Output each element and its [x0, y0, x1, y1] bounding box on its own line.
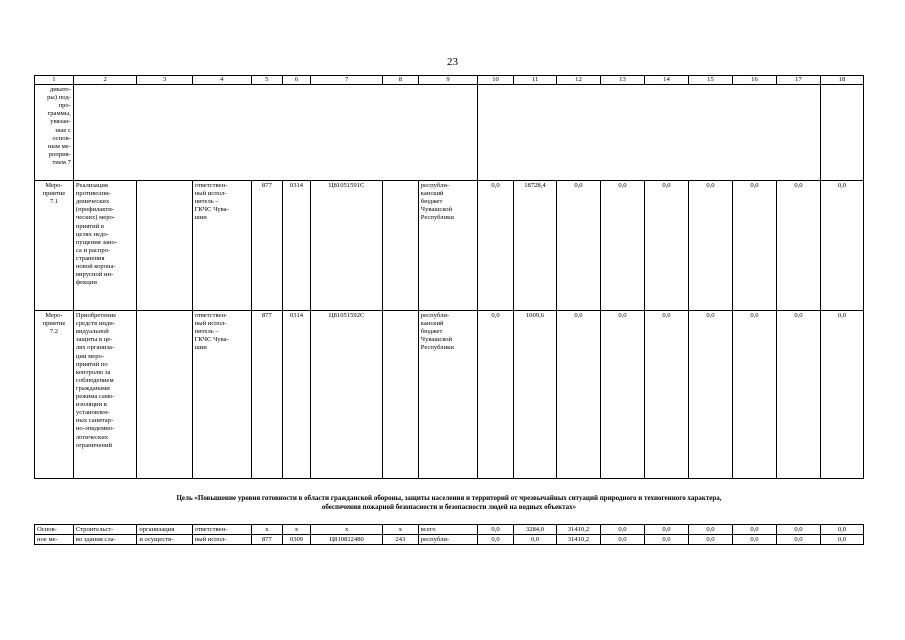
goal-table — [34, 524, 864, 545]
table-cell: 0,0 — [600, 311, 644, 479]
column-header: 17 — [776, 76, 820, 85]
table-cell: 0,0 — [600, 181, 644, 311]
table-cell: 31410,2 — [556, 535, 600, 545]
table-cell: 243 — [382, 535, 418, 545]
table-cell: x — [382, 525, 418, 535]
table-cell: x — [251, 525, 282, 535]
table-cell: 0,0 — [478, 525, 514, 535]
table-cell — [820, 85, 863, 181]
table-cell — [137, 181, 192, 311]
column-header: 1 — [35, 76, 74, 85]
table-row — [35, 311, 864, 479]
table-cell: 0,0 — [732, 181, 776, 311]
table-cell: 0,0 — [513, 535, 556, 545]
table-cell: Меро- приятие 7.2 — [35, 311, 74, 479]
table-cell: 877 — [251, 311, 282, 479]
table-cell: 3284,0 — [513, 525, 556, 535]
column-header: 8 — [382, 76, 418, 85]
table-cell: 18728,4 — [513, 181, 556, 311]
table-cell: Ц81051592С — [311, 311, 383, 479]
table-cell: всего — [418, 525, 477, 535]
table-cell: Меро- приятие 7.1 — [35, 181, 74, 311]
table-cell: ответствен- ный испол- нитель – ГКЧС Чува- шии — [192, 181, 251, 311]
table-cell: 0,0 — [820, 311, 863, 479]
goal-heading-line: Цель «Повышение уровня готовности в области гражданской обороны, защиты населения и территорий от чрезвычайных ситуаций природного и техногенного характера, — [176, 494, 722, 502]
column-header: 3 — [137, 76, 192, 85]
column-header: 10 — [478, 76, 514, 85]
column-header: 6 — [282, 76, 311, 85]
table-cell: 31410,2 — [556, 525, 600, 535]
table-row — [35, 525, 864, 535]
table-row — [35, 535, 864, 545]
table-cell: и осуществ- — [137, 535, 192, 545]
column-header: 14 — [644, 76, 688, 85]
column-header: 18 — [820, 76, 863, 85]
table-cell: 877 — [251, 181, 282, 311]
column-header: 11 — [513, 76, 556, 85]
table-cell: 0,0 — [732, 535, 776, 545]
column-header: 2 — [73, 76, 136, 85]
table-cell: ный испол- — [192, 535, 251, 545]
table-cell: 0,0 — [688, 525, 732, 535]
table-cell: 0,0 — [688, 181, 732, 311]
table-cell: ное ме- — [35, 535, 74, 545]
table-cell: 0309 — [282, 535, 311, 545]
goal-heading — [34, 494, 864, 512]
table-cell: 0314 — [282, 311, 311, 479]
table-cell: дикато- ры) под- про- граммы, увязан- ные с основ- ным ме- роприя- тием 7 — [35, 85, 74, 181]
table-cell: 0,0 — [820, 525, 863, 535]
table-cell: 0,0 — [556, 181, 600, 311]
table-cell: Ц810812480 — [311, 535, 383, 545]
table-cell: 0,0 — [820, 535, 863, 545]
header-row — [35, 76, 864, 85]
table-cell: 0,0 — [776, 311, 820, 479]
table-cell: республи- — [418, 535, 477, 545]
table-cell: Основ- — [35, 525, 74, 535]
table-cell: 0,0 — [776, 535, 820, 545]
table-cell: Строительст- — [73, 525, 136, 535]
table-cell — [137, 311, 192, 479]
table-cell: Реализация противоэпи- демических (профилакти- ческих) меро- приятий в целях недо- пущения зано- са и распро- странения новой корона- вирусной ин- фекции — [73, 181, 136, 311]
table-cell: 877 — [251, 535, 282, 545]
table-cell: ответствен- — [192, 525, 251, 535]
column-header: 7 — [311, 76, 383, 85]
table-cell: ответствен- ный испол- нитель – ГКЧС Чува- шии — [192, 311, 251, 479]
page-number: 23 — [447, 56, 458, 68]
table-cell — [73, 85, 477, 181]
column-header: 16 — [732, 76, 776, 85]
table-cell: 0314 — [282, 181, 311, 311]
table-cell: 0,0 — [600, 525, 644, 535]
table-cell: 0,0 — [478, 535, 514, 545]
table-cell: республи- канский бюджет Чувашской Республики — [418, 181, 477, 311]
table-cell: 0,0 — [644, 181, 688, 311]
table-cell: 0,0 — [644, 311, 688, 479]
column-header: 12 — [556, 76, 600, 85]
table-cell — [478, 85, 821, 181]
table-cell: 0,0 — [478, 181, 514, 311]
column-header: 4 — [192, 76, 251, 85]
table-cell: 0,0 — [776, 181, 820, 311]
column-header: 15 — [688, 76, 732, 85]
table-cell: 0,0 — [688, 535, 732, 545]
table-cell: Ц81051591С — [311, 181, 383, 311]
table-cell: Приобретение средств инди- видуальной защиты в це- лях организа- ции меро- приятий по контролю за соблюдением гражданами режима само- изоляции в установлен- ных санитар- но-эпидемио- логических ограничений — [73, 311, 136, 479]
table-cell: 0,0 — [556, 311, 600, 479]
table-cell: республи- канский бюджет Чувашской Республики — [418, 311, 477, 479]
goal-heading-line: обеспечения пожарной безопасности и безопасности людей на водных объектах» — [321, 503, 577, 511]
table-cell: 0,0 — [478, 311, 514, 479]
table-cell: организация — [137, 525, 192, 535]
table-cell: 1009,6 — [513, 311, 556, 479]
table-cell: x — [282, 525, 311, 535]
program-table — [34, 75, 864, 479]
table-cell: 0,0 — [688, 311, 732, 479]
table-cell — [382, 311, 418, 479]
table-cell: 0,0 — [776, 525, 820, 535]
table-cell: 0,0 — [732, 525, 776, 535]
table-row — [35, 181, 864, 311]
column-header: 5 — [251, 76, 282, 85]
table-cell — [382, 181, 418, 311]
table-cell: 0,0 — [644, 535, 688, 545]
column-header: 13 — [600, 76, 644, 85]
table-cell: 0,0 — [644, 525, 688, 535]
table-cell: x — [311, 525, 383, 535]
table-cell: во здания сла- — [73, 535, 136, 545]
column-header: 9 — [418, 76, 477, 85]
indicator-row — [35, 85, 864, 181]
table-cell: 0,0 — [820, 181, 863, 311]
table-cell: 0,0 — [732, 311, 776, 479]
table-cell: 0,0 — [600, 535, 644, 545]
